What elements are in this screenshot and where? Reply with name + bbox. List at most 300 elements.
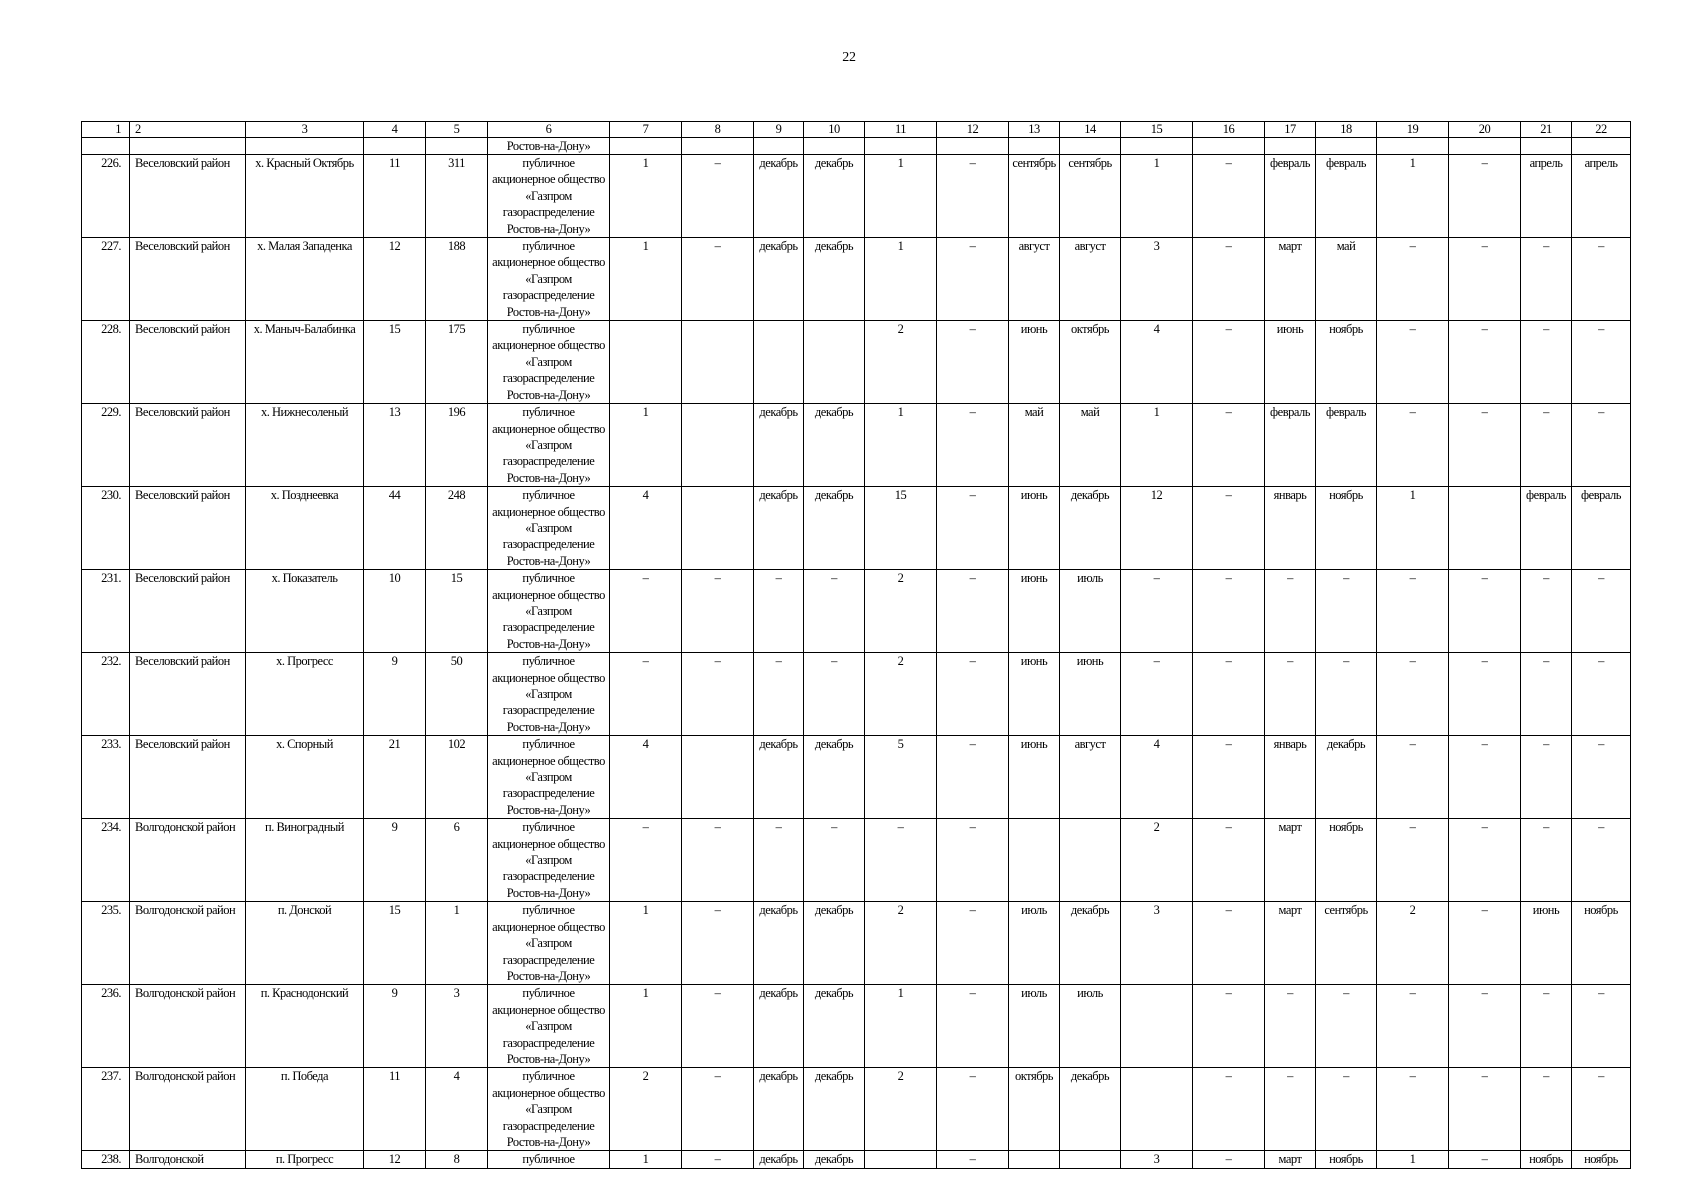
cell-col-1: 232. xyxy=(82,653,130,736)
cell-col-12: – xyxy=(937,487,1009,570)
cell-col-12: – xyxy=(937,736,1009,819)
table-row xyxy=(82,404,1631,487)
cell-col-3: х. Красный Октябрь xyxy=(246,155,364,238)
cell-col-4: 13 xyxy=(364,404,426,487)
cell-col-22: – xyxy=(1572,985,1631,1068)
cell-col-20: – xyxy=(1449,570,1521,653)
cell-col-6: Ростов-на-Дону» xyxy=(488,138,610,155)
cell-col-2: Волгодонской район xyxy=(130,1068,246,1151)
cell-col-8: – xyxy=(682,1151,754,1168)
cell-col-17: март xyxy=(1265,238,1316,321)
cell-col-4: 4 xyxy=(364,122,426,138)
cell-col-8: – xyxy=(682,653,754,736)
cell-col-18: декабрь xyxy=(1316,736,1377,819)
cell-col-3: п. Краснодонский xyxy=(246,985,364,1068)
cell-col-11: 2 xyxy=(865,570,937,653)
cell-col-13: сентябрь xyxy=(1009,155,1060,238)
cell-col-1: 238. xyxy=(82,1151,130,1168)
cell-col-13 xyxy=(1009,138,1060,155)
cell-col-20 xyxy=(1449,138,1521,155)
cell-col-7: 1 xyxy=(610,1151,682,1168)
cell-col-3: х. Позднеевка xyxy=(246,487,364,570)
cell-col-9: декабрь xyxy=(754,238,804,321)
cell-col-14: октябрь xyxy=(1060,321,1121,404)
cell-col-20: – xyxy=(1449,1151,1521,1168)
cell-col-6: публичное акционерное общество «Газпром газораспределение Ростов-на-Дону» xyxy=(488,570,610,653)
cell-col-17: март xyxy=(1265,819,1316,902)
cell-col-21: 21 xyxy=(1521,122,1572,138)
cell-col-13: июнь xyxy=(1009,321,1060,404)
cell-col-2: 2 xyxy=(130,122,246,138)
cell-col-14 xyxy=(1060,138,1121,155)
cell-col-7: 1 xyxy=(610,155,682,238)
cell-col-18: май xyxy=(1316,238,1377,321)
table-row xyxy=(82,1068,1631,1151)
cell-col-17: февраль xyxy=(1265,404,1316,487)
cell-col-16: – xyxy=(1193,1151,1265,1168)
cell-col-5: 1 xyxy=(426,902,488,985)
cell-col-19: 2 xyxy=(1377,902,1449,985)
cell-col-18: ноябрь xyxy=(1316,487,1377,570)
cell-col-18: сентябрь xyxy=(1316,902,1377,985)
cell-col-6: публичное акционерное общество «Газпром газораспределение Ростов-на-Дону» xyxy=(488,404,610,487)
cell-col-9: 9 xyxy=(754,122,804,138)
cell-col-7: 2 xyxy=(610,1068,682,1151)
cell-col-1: 231. xyxy=(82,570,130,653)
cell-col-18: – xyxy=(1316,653,1377,736)
cell-col-16 xyxy=(1193,138,1265,155)
cell-col-4: 15 xyxy=(364,902,426,985)
cell-col-14: декабрь xyxy=(1060,487,1121,570)
cell-col-1: 230. xyxy=(82,487,130,570)
cell-col-11: 2 xyxy=(865,1068,937,1151)
cell-col-11: 1 xyxy=(865,985,937,1068)
cell-col-4 xyxy=(364,138,426,155)
cell-col-5: 311 xyxy=(426,155,488,238)
cell-col-5: 188 xyxy=(426,238,488,321)
cell-col-14 xyxy=(1060,819,1121,902)
cell-col-2: Веселовский район xyxy=(130,155,246,238)
cell-col-11 xyxy=(865,138,937,155)
table-row xyxy=(82,238,1631,321)
cell-col-13 xyxy=(1009,1151,1060,1168)
cell-col-14: июль xyxy=(1060,985,1121,1068)
cell-col-21: – xyxy=(1521,819,1572,902)
cell-col-12: – xyxy=(937,1068,1009,1151)
cell-col-15 xyxy=(1121,985,1193,1068)
cell-col-17: март xyxy=(1265,902,1316,985)
cell-col-9: декабрь xyxy=(754,736,804,819)
cell-col-7: 1 xyxy=(610,902,682,985)
cell-col-6: 6 xyxy=(488,122,610,138)
cell-col-17: январь xyxy=(1265,736,1316,819)
cell-col-18: ноябрь xyxy=(1316,321,1377,404)
cell-col-17: март xyxy=(1265,1151,1316,1168)
cell-col-15 xyxy=(1121,138,1193,155)
cell-col-12: – xyxy=(937,321,1009,404)
cell-col-11: 11 xyxy=(865,122,937,138)
cell-col-6: публичное акционерное общество «Газпром газораспределение Ростов-на-Дону» xyxy=(488,487,610,570)
cell-col-19: 1 xyxy=(1377,155,1449,238)
cell-col-12: – xyxy=(937,570,1009,653)
table-row xyxy=(82,985,1631,1068)
cell-col-14: 14 xyxy=(1060,122,1121,138)
table-row xyxy=(82,487,1631,570)
cell-col-15: 12 xyxy=(1121,487,1193,570)
continuation-row xyxy=(82,138,1631,155)
cell-col-12: – xyxy=(937,985,1009,1068)
cell-col-17: – xyxy=(1265,653,1316,736)
cell-col-10: декабрь xyxy=(804,902,865,985)
cell-col-16: – xyxy=(1193,404,1265,487)
table-row xyxy=(82,570,1631,653)
cell-col-16: – xyxy=(1193,487,1265,570)
cell-col-2: Веселовский район xyxy=(130,487,246,570)
cell-col-10 xyxy=(804,321,865,404)
cell-col-12: – xyxy=(937,902,1009,985)
cell-col-13: июль xyxy=(1009,985,1060,1068)
cell-col-22: – xyxy=(1572,736,1631,819)
cell-col-15: 15 xyxy=(1121,122,1193,138)
cell-col-5 xyxy=(426,138,488,155)
cell-col-2: Веселовский район xyxy=(130,404,246,487)
cell-col-1 xyxy=(82,138,130,155)
table-row xyxy=(82,321,1631,404)
cell-col-4: 21 xyxy=(364,736,426,819)
cell-col-1: 236. xyxy=(82,985,130,1068)
cell-col-20: – xyxy=(1449,238,1521,321)
cell-col-16: – xyxy=(1193,1068,1265,1151)
cell-col-6: публичное акционерное общество «Газпром газораспределение Ростов-на-Дону» xyxy=(488,902,610,985)
cell-col-3 xyxy=(246,138,364,155)
cell-col-10: декабрь xyxy=(804,985,865,1068)
cell-col-1: 234. xyxy=(82,819,130,902)
cell-col-18: февраль xyxy=(1316,404,1377,487)
cell-col-5: 175 xyxy=(426,321,488,404)
cell-col-12: 12 xyxy=(937,122,1009,138)
cell-col-1: 1 xyxy=(82,122,130,138)
cell-col-13 xyxy=(1009,819,1060,902)
cell-col-20: – xyxy=(1449,736,1521,819)
cell-col-9 xyxy=(754,138,804,155)
cell-col-19 xyxy=(1377,138,1449,155)
cell-col-8: – xyxy=(682,1068,754,1151)
cell-col-5: 15 xyxy=(426,570,488,653)
cell-col-18: – xyxy=(1316,1068,1377,1151)
cell-col-20: 20 xyxy=(1449,122,1521,138)
cell-col-4: 9 xyxy=(364,985,426,1068)
cell-col-18: ноябрь xyxy=(1316,819,1377,902)
cell-col-20: – xyxy=(1449,819,1521,902)
cell-col-4: 11 xyxy=(364,1068,426,1151)
cell-col-2: Веселовский район xyxy=(130,321,246,404)
cell-col-7: 4 xyxy=(610,487,682,570)
cell-col-6: публичное акционерное общество «Газпром газораспределение Ростов-на-Дону» xyxy=(488,1068,610,1151)
cell-col-7: – xyxy=(610,570,682,653)
cell-col-1: 226. xyxy=(82,155,130,238)
cell-col-15: 3 xyxy=(1121,238,1193,321)
cell-col-19: – xyxy=(1377,404,1449,487)
cell-col-15 xyxy=(1121,1068,1193,1151)
cell-col-13: июль xyxy=(1009,902,1060,985)
cell-col-7: – xyxy=(610,653,682,736)
cell-col-10: декабрь xyxy=(804,1068,865,1151)
cell-col-1: 233. xyxy=(82,736,130,819)
cell-col-10: 10 xyxy=(804,122,865,138)
cell-col-13: июнь xyxy=(1009,736,1060,819)
cell-col-20: – xyxy=(1449,653,1521,736)
cell-col-21 xyxy=(1521,138,1572,155)
cell-col-1: 229. xyxy=(82,404,130,487)
cell-col-7 xyxy=(610,138,682,155)
cell-col-6: публичное акционерное общество «Газпром газораспределение Ростов-на-Дону» xyxy=(488,985,610,1068)
cell-col-9: декабрь xyxy=(754,487,804,570)
cell-col-10: декабрь xyxy=(804,1151,865,1168)
cell-col-16: – xyxy=(1193,902,1265,985)
cell-col-22 xyxy=(1572,138,1631,155)
cell-col-19: – xyxy=(1377,819,1449,902)
cell-col-7: – xyxy=(610,819,682,902)
cell-col-10: декабрь xyxy=(804,487,865,570)
cell-col-5: 5 xyxy=(426,122,488,138)
cell-col-7: 1 xyxy=(610,238,682,321)
cell-col-2: Волгодонской xyxy=(130,1151,246,1168)
cell-col-22: – xyxy=(1572,653,1631,736)
cell-col-14: август xyxy=(1060,238,1121,321)
cell-col-10: декабрь xyxy=(804,404,865,487)
cell-col-22: ноябрь xyxy=(1572,902,1631,985)
cell-col-3: п. Прогресс xyxy=(246,1151,364,1168)
cell-col-21: февраль xyxy=(1521,487,1572,570)
cell-col-16: – xyxy=(1193,736,1265,819)
cell-col-16: – xyxy=(1193,238,1265,321)
cell-col-9: декабрь xyxy=(754,985,804,1068)
cell-col-1: 237. xyxy=(82,1068,130,1151)
cell-col-15: – xyxy=(1121,653,1193,736)
cell-col-8 xyxy=(682,321,754,404)
cell-col-19: – xyxy=(1377,985,1449,1068)
cell-col-22: – xyxy=(1572,238,1631,321)
cell-col-20: – xyxy=(1449,321,1521,404)
cell-col-8: – xyxy=(682,902,754,985)
page-number: 22 xyxy=(842,50,856,65)
cell-col-8 xyxy=(682,487,754,570)
cell-col-1: 227. xyxy=(82,238,130,321)
cell-col-20: – xyxy=(1449,404,1521,487)
cell-col-9 xyxy=(754,321,804,404)
table-row xyxy=(82,736,1631,819)
cell-col-22: апрель xyxy=(1572,155,1631,238)
cell-col-4: 15 xyxy=(364,321,426,404)
cell-col-2: Веселовский район xyxy=(130,736,246,819)
cell-col-13: июнь xyxy=(1009,487,1060,570)
cell-col-3: х. Малая Западенка xyxy=(246,238,364,321)
cell-col-16: – xyxy=(1193,819,1265,902)
cell-col-22: – xyxy=(1572,321,1631,404)
cell-col-15: 1 xyxy=(1121,404,1193,487)
cell-col-22: – xyxy=(1572,570,1631,653)
cell-col-3: п. Донской xyxy=(246,902,364,985)
cell-col-12: – xyxy=(937,155,1009,238)
cell-col-21: июнь xyxy=(1521,902,1572,985)
cell-col-19: 1 xyxy=(1377,487,1449,570)
cell-col-20: – xyxy=(1449,902,1521,985)
cell-col-22: 22 xyxy=(1572,122,1631,138)
cell-col-13: июнь xyxy=(1009,653,1060,736)
cell-col-2: Волгодонской район xyxy=(130,819,246,902)
cell-col-17: февраль xyxy=(1265,155,1316,238)
cell-col-18: – xyxy=(1316,985,1377,1068)
cell-col-3: х. Прогресс xyxy=(246,653,364,736)
cell-col-9: декабрь xyxy=(754,155,804,238)
cell-col-10: декабрь xyxy=(804,736,865,819)
cell-col-20: – xyxy=(1449,1068,1521,1151)
cell-col-4: 9 xyxy=(364,819,426,902)
cell-col-2: Волгодонской район xyxy=(130,985,246,1068)
cell-col-14: май xyxy=(1060,404,1121,487)
cell-col-21: апрель xyxy=(1521,155,1572,238)
cell-col-12: – xyxy=(937,404,1009,487)
cell-col-15: 3 xyxy=(1121,902,1193,985)
cell-col-12: – xyxy=(937,1151,1009,1168)
cell-col-7 xyxy=(610,321,682,404)
cell-col-5: 6 xyxy=(426,819,488,902)
cell-col-7: 1 xyxy=(610,404,682,487)
cell-col-3: х. Маныч-Балабинка xyxy=(246,321,364,404)
cell-col-20 xyxy=(1449,487,1521,570)
cell-col-21: ноябрь xyxy=(1521,1151,1572,1168)
cell-col-8: – xyxy=(682,819,754,902)
cell-col-17: – xyxy=(1265,570,1316,653)
cell-col-7: 7 xyxy=(610,122,682,138)
cell-col-15: 3 xyxy=(1121,1151,1193,1168)
cell-col-22: ноябрь xyxy=(1572,1151,1631,1168)
cell-col-16: 16 xyxy=(1193,122,1265,138)
cell-col-11: 1 xyxy=(865,155,937,238)
cell-col-16: – xyxy=(1193,985,1265,1068)
cell-col-4: 12 xyxy=(364,1151,426,1168)
cell-col-22: – xyxy=(1572,404,1631,487)
cell-col-14: август xyxy=(1060,736,1121,819)
cell-col-10: – xyxy=(804,653,865,736)
cell-col-20: – xyxy=(1449,985,1521,1068)
table-row xyxy=(82,1151,1631,1168)
cell-col-10: – xyxy=(804,570,865,653)
cell-col-22: – xyxy=(1572,1068,1631,1151)
cell-col-6: публичное акционерное общество «Газпром газораспределение Ростов-на-Дону» xyxy=(488,238,610,321)
cell-col-2: Веселовский район xyxy=(130,238,246,321)
cell-col-9: декабрь xyxy=(754,1151,804,1168)
cell-col-8 xyxy=(682,404,754,487)
cell-col-6: публичное акционерное общество «Газпром газораспределение Ростов-на-Дону» xyxy=(488,736,610,819)
cell-col-3: х. Показатель xyxy=(246,570,364,653)
cell-col-7: 4 xyxy=(610,736,682,819)
table-row xyxy=(82,653,1631,736)
cell-col-9: декабрь xyxy=(754,1068,804,1151)
cell-col-13: 13 xyxy=(1009,122,1060,138)
cell-col-17: январь xyxy=(1265,487,1316,570)
cell-col-21: – xyxy=(1521,238,1572,321)
cell-col-19: – xyxy=(1377,570,1449,653)
cell-col-5: 196 xyxy=(426,404,488,487)
cell-col-1: 235. xyxy=(82,902,130,985)
cell-col-4: 9 xyxy=(364,653,426,736)
cell-col-12: – xyxy=(937,653,1009,736)
cell-col-15: – xyxy=(1121,570,1193,653)
cell-col-10: – xyxy=(804,819,865,902)
cell-col-19: 1 xyxy=(1377,1151,1449,1168)
cell-col-11: 2 xyxy=(865,653,937,736)
cell-col-5: 8 xyxy=(426,1151,488,1168)
cell-col-19: 19 xyxy=(1377,122,1449,138)
schedule-table xyxy=(81,121,1631,1169)
cell-col-10: декабрь xyxy=(804,238,865,321)
cell-col-6: публичное акционерное общество «Газпром газораспределение Ростов-на-Дону» xyxy=(488,653,610,736)
cell-col-11: 5 xyxy=(865,736,937,819)
cell-col-4: 11 xyxy=(364,155,426,238)
cell-col-22: – xyxy=(1572,819,1631,902)
cell-col-16: – xyxy=(1193,653,1265,736)
cell-col-21: – xyxy=(1521,570,1572,653)
cell-col-9: – xyxy=(754,570,804,653)
cell-col-5: 4 xyxy=(426,1068,488,1151)
cell-col-9: декабрь xyxy=(754,902,804,985)
cell-col-6: публичное акционерное общество «Газпром газораспределение Ростов-на-Дону» xyxy=(488,321,610,404)
cell-col-19: – xyxy=(1377,238,1449,321)
cell-col-8: – xyxy=(682,238,754,321)
cell-col-18: ноябрь xyxy=(1316,1151,1377,1168)
table-row xyxy=(82,155,1631,238)
cell-col-2: Волгодонской район xyxy=(130,902,246,985)
cell-col-16: – xyxy=(1193,155,1265,238)
cell-col-8: – xyxy=(682,155,754,238)
cell-col-9: – xyxy=(754,653,804,736)
table-row xyxy=(82,902,1631,985)
cell-col-6: публичное xyxy=(488,1151,610,1168)
cell-col-9: – xyxy=(754,819,804,902)
cell-col-15: 2 xyxy=(1121,819,1193,902)
cell-col-12 xyxy=(937,138,1009,155)
cell-col-17: 17 xyxy=(1265,122,1316,138)
header-row xyxy=(82,122,1631,138)
cell-col-12: – xyxy=(937,819,1009,902)
cell-col-13: октябрь xyxy=(1009,1068,1060,1151)
cell-col-8 xyxy=(682,736,754,819)
cell-col-18: – xyxy=(1316,570,1377,653)
cell-col-17: – xyxy=(1265,1068,1316,1151)
cell-col-17: – xyxy=(1265,985,1316,1068)
cell-col-6: публичное акционерное общество «Газпром газораспределение Ростов-на-Дону» xyxy=(488,819,610,902)
cell-col-3: п. Победа xyxy=(246,1068,364,1151)
cell-col-8 xyxy=(682,138,754,155)
cell-col-14: июнь xyxy=(1060,653,1121,736)
cell-col-22: февраль xyxy=(1572,487,1631,570)
cell-col-16: – xyxy=(1193,321,1265,404)
cell-col-4: 44 xyxy=(364,487,426,570)
cell-col-1: 228. xyxy=(82,321,130,404)
cell-col-2: Веселовский район xyxy=(130,570,246,653)
cell-col-20: – xyxy=(1449,155,1521,238)
cell-col-11: 15 xyxy=(865,487,937,570)
cell-col-8: – xyxy=(682,570,754,653)
cell-col-15: 4 xyxy=(1121,321,1193,404)
cell-col-5: 102 xyxy=(426,736,488,819)
cell-col-2: Веселовский район xyxy=(130,653,246,736)
cell-col-6: публичное акционерное общество «Газпром газораспределение Ростов-на-Дону» xyxy=(488,155,610,238)
cell-col-12: – xyxy=(937,238,1009,321)
cell-col-4: 12 xyxy=(364,238,426,321)
cell-col-3: 3 xyxy=(246,122,364,138)
